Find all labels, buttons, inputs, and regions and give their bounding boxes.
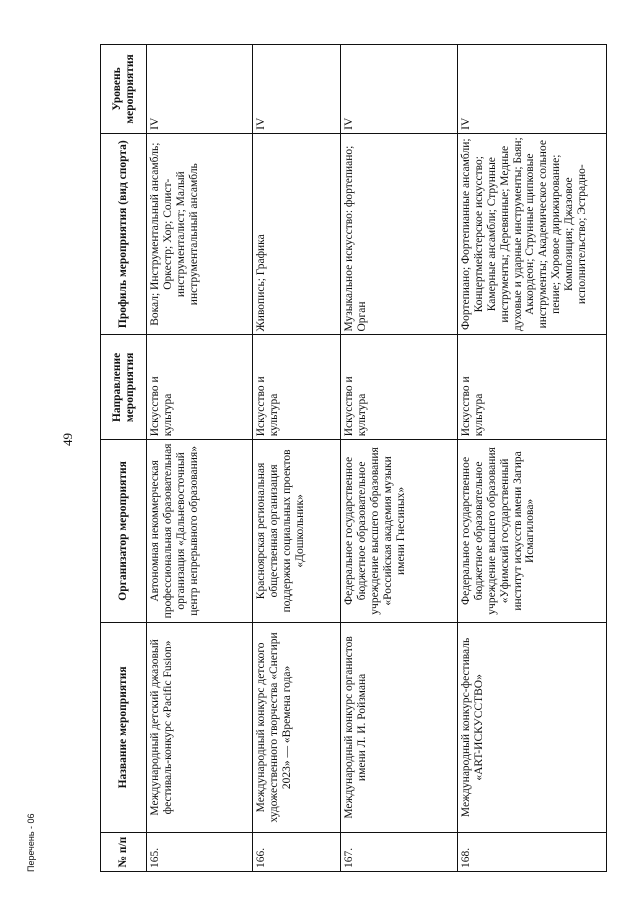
header-name: Название мероприятия bbox=[101, 622, 147, 833]
cell-profile: Фортепиано; Фортепианные ансамбли; Концертмейстерское искусство; Камерные ансамбли; Струнные инструменты; Деревянные; Медные духовые и ударные инструменты; Баян; Аккордеон; Струнные щипковые инструменты; Академическое сольное пение; Хоровое дирижирование; Композиция; Джазовое исполнительство; Эстрадно- bbox=[458, 133, 607, 335]
cell-direction: Искусство и культура bbox=[458, 335, 607, 440]
cell-num: 166. bbox=[253, 833, 341, 872]
cell-num: 165. bbox=[147, 833, 253, 872]
cell-level: IV bbox=[341, 45, 458, 134]
footer-note: Перечень - 06 bbox=[26, 813, 36, 872]
table-row bbox=[147, 45, 253, 872]
cell-profile: Вокал; Инструментальный ансамбль; Оркестр; Хор; Солист-инструменталист; Малый инструментальный ансамбль bbox=[147, 133, 253, 335]
cell-direction: Искусство и культура bbox=[253, 335, 341, 440]
table-row bbox=[253, 45, 341, 872]
table-row bbox=[341, 45, 458, 872]
cell-direction: Искусство и культура bbox=[147, 335, 253, 440]
cell-organizer: Федеральное государственное бюджетное образовательное учреждение высшего образования «Уфимский государственный институт искусств имени Загира Исмагилова» bbox=[458, 440, 607, 622]
cell-organizer: Красноярская региональная общественная организация поддержки социальных проектов «Дошкольник» bbox=[253, 440, 341, 622]
events-table-container bbox=[100, 44, 607, 872]
cell-level: IV bbox=[458, 45, 607, 134]
cell-profile: Живопись; Графика bbox=[253, 133, 341, 335]
cell-level: IV bbox=[147, 45, 253, 134]
table-header-row bbox=[101, 45, 147, 872]
cell-name: Международный детский джазовый фестиваль-конкурс «Pacific Fusion» bbox=[147, 622, 253, 833]
header-organizer: Организатор мероприятия bbox=[101, 440, 147, 622]
cell-organizer: Федеральное государственное бюджетное образовательное учреждение высшего образования «Российская академия музыки имени Гнесиных» bbox=[341, 440, 458, 622]
table-row bbox=[458, 45, 607, 872]
cell-name: Международный конкурс-фестиваль «ART-ИСКУССТВО» bbox=[458, 622, 607, 833]
cell-profile: Музыкальное искусство: фортепиано; Орган bbox=[341, 133, 458, 335]
cell-organizer: Автономная некоммерческая профессиональная образовательная организация «Дальневосточный центр непрерывного образования» bbox=[147, 440, 253, 622]
header-profile: Профиль мероприятия (вид спорта) bbox=[101, 133, 147, 335]
page-number: 49 bbox=[60, 433, 75, 446]
events-table bbox=[100, 44, 607, 872]
cell-num: 168. bbox=[458, 833, 607, 872]
cell-num: 167. bbox=[341, 833, 458, 872]
header-level: Уровень мероприятия bbox=[101, 45, 147, 134]
cell-direction: Искусство и культура bbox=[341, 335, 458, 440]
cell-name: Международный конкурс детского художественного творчества «Снегири 2023» — «Времена года» bbox=[253, 622, 341, 833]
header-num: № п/п bbox=[101, 833, 147, 872]
header-direction: Направление мероприятия bbox=[101, 335, 147, 440]
cell-level: IV bbox=[253, 45, 341, 134]
cell-name: Международный конкурс органистов имени Л. И. Ройзмана bbox=[341, 622, 458, 833]
